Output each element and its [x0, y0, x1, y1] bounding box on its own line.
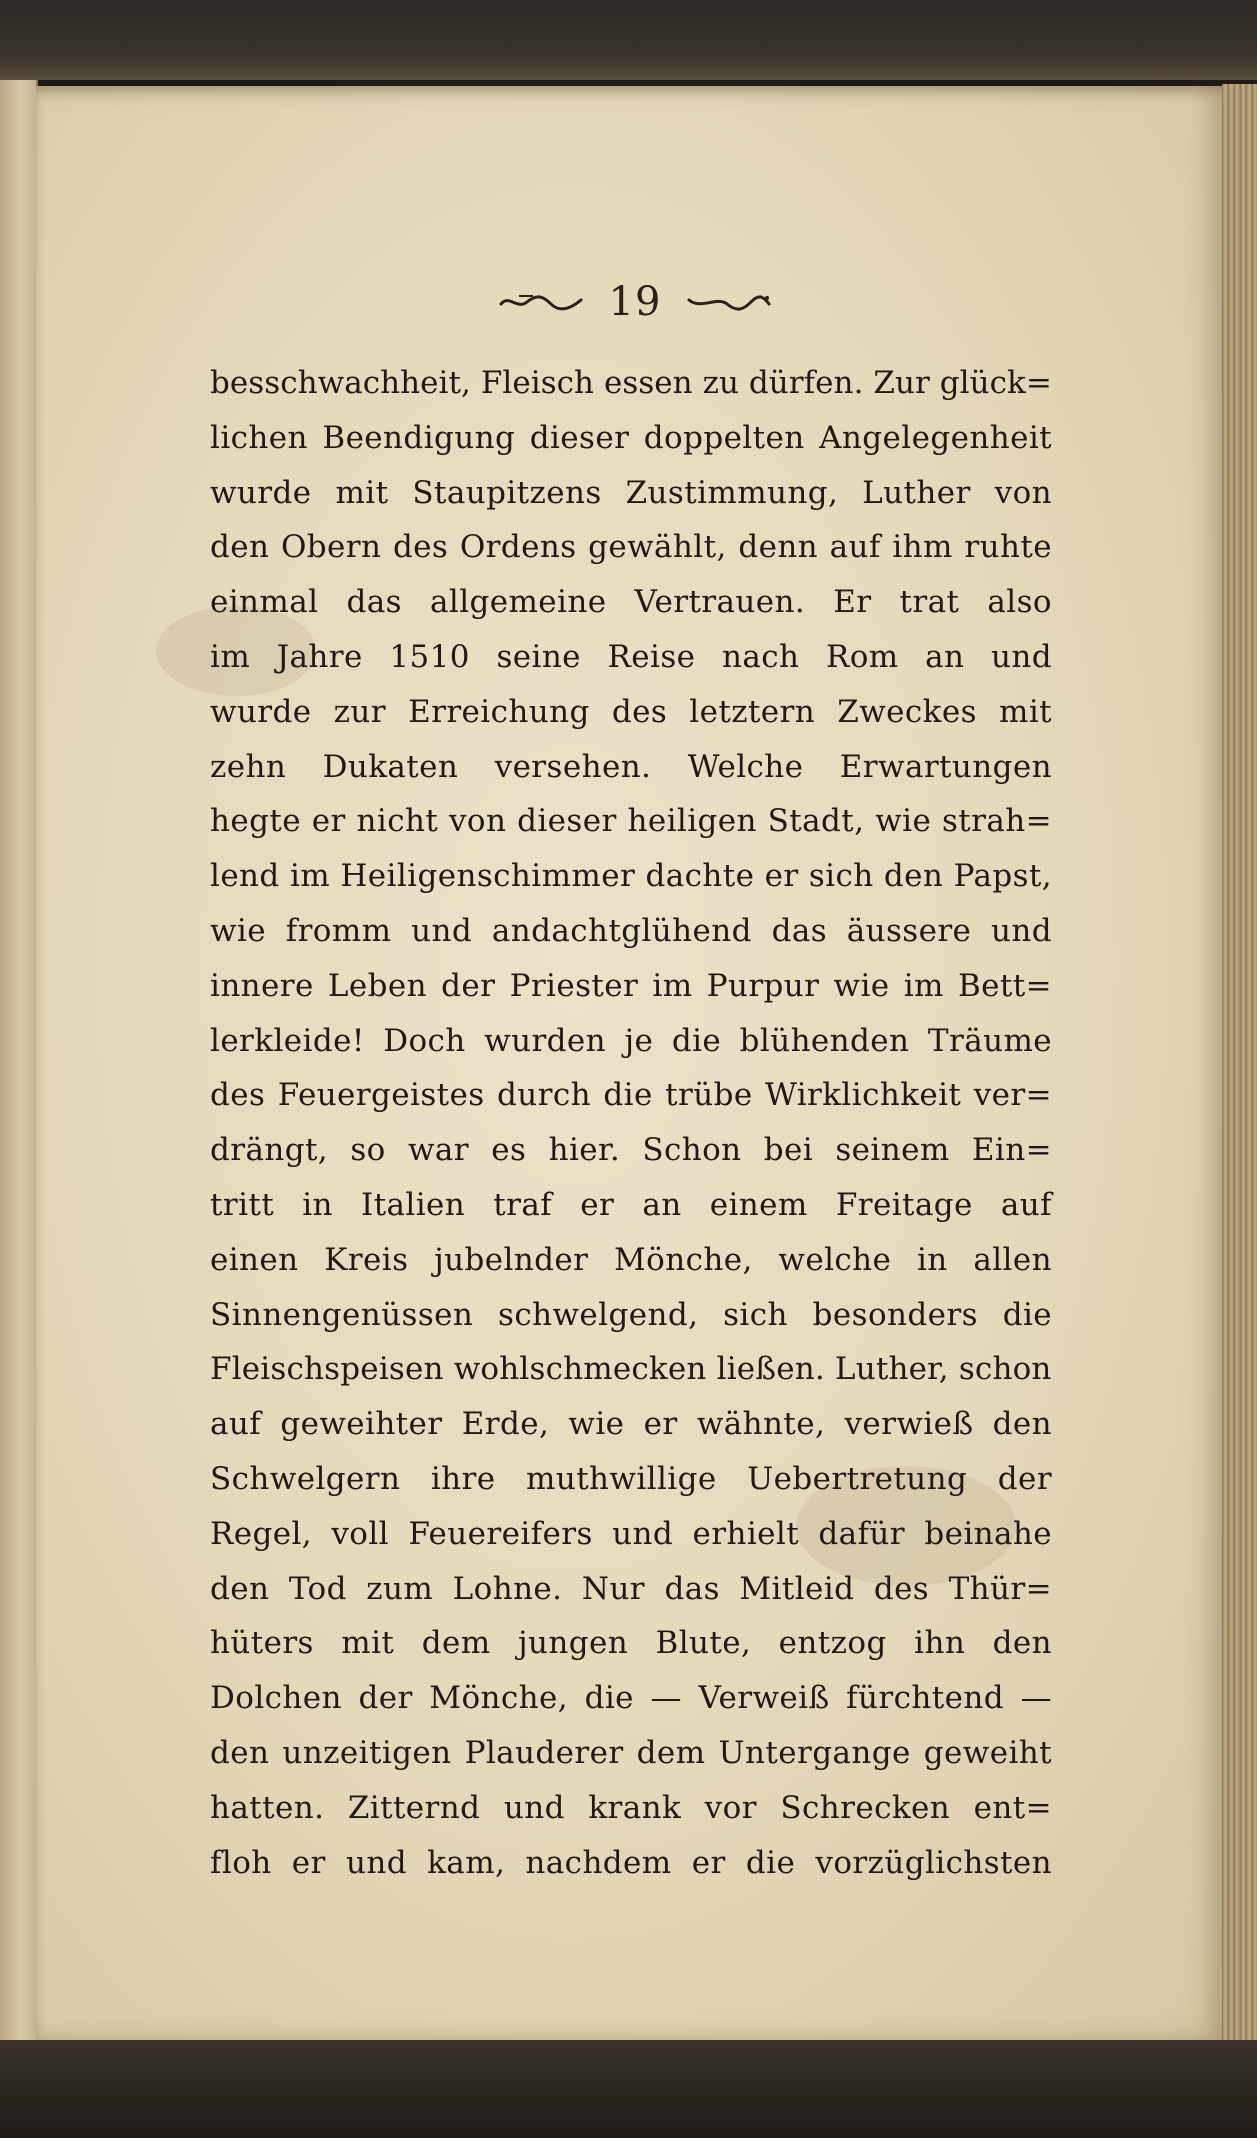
book-cover-top [0, 0, 1257, 80]
book-cover-bottom [0, 2040, 1257, 2138]
text-line: den unzeitigen Plauderer dem Untergange geweiht [210, 1734, 1052, 1771]
text-line: hatten. Zitternd und krank vor Schrecken ent= [210, 1789, 1052, 1826]
text-line: lend im Heiligenschimmer dachte er sich den Papst, [210, 858, 1052, 895]
text-line: floh er und kam, nachdem er die vorzüglichsten [210, 1844, 1052, 1881]
text-line: wie fromm und andachtglühend das äussere und [210, 912, 1052, 949]
text-line: wurde mit Staupitzens Zustimmung, Luther von [210, 474, 1052, 511]
text-line: wurde zur Erreichung des letztern Zweckes mit [210, 693, 1052, 730]
page-body-text [210, 356, 1052, 1890]
text-line: innere Leben der Priester im Purpur wie im Bett= [210, 967, 1052, 1004]
text-line: drängt, so war es hier. Schon bei seinem Ein= [210, 1132, 1052, 1169]
text-line: Schwelgern ihre muthwillige Uebertretung der [210, 1460, 1052, 1497]
text-line: Sinnengenüssen schwelgend, sich besonders die [210, 1296, 1052, 1333]
text-line: den Obern des Ordens gewählt, denn auf ihm ruhte [210, 529, 1052, 566]
text-line: tritt in Italien traf er an einem Freitage auf [210, 1186, 1052, 1223]
text-line: Regel, voll Feuereifers und erhielt dafür beinahe [210, 1515, 1052, 1552]
text-line: lichen Beendigung dieser doppelten Angelegenheit [210, 419, 1052, 456]
text-line: hegte er nicht von dieser heiligen Stadt, wie strah= [210, 803, 1052, 840]
text-line: besschwachheit, Fleisch essen zu dürfen. Zur glück= [210, 365, 1052, 401]
text-line: des Feuergeistes durch die trübe Wirklichkeit ver= [210, 1077, 1052, 1114]
text-line: Fleischspeisen wohlschmecken ließen. Luther, schon [210, 1351, 1052, 1388]
text-line: einmal das allgemeine Vertrauen. Er trat also [210, 584, 1052, 621]
text-line: Dolchen der Mönche, die — Verweiß fürchtend — [210, 1680, 1052, 1717]
text-line: auf geweihter Erde, wie er wähnte, verwieß den [210, 1406, 1052, 1443]
text-line: lerkleide! Doch wurden je die blühenden Träume [210, 1022, 1052, 1059]
previous-page-edge [0, 80, 38, 2040]
text-line: den Tod zum Lohne. Nur das Mitleid des Thür= [210, 1570, 1052, 1607]
left-ornament-icon [499, 290, 583, 314]
right-ornament-icon [687, 290, 771, 314]
page-stack-edge [1222, 84, 1257, 2044]
page-header [490, 272, 780, 332]
text-line: im Jahre 1510 seine Reise nach Rom an und [210, 638, 1052, 675]
page-number: 19 [608, 279, 662, 325]
text-line: einen Kreis jubelnder Mönche, welche in allen [210, 1241, 1052, 1278]
text-line: zehn Dukaten versehen. Welche Erwartungen [210, 748, 1052, 785]
text-line: hüters mit dem jungen Blute, entzog ihn den [210, 1625, 1052, 1662]
